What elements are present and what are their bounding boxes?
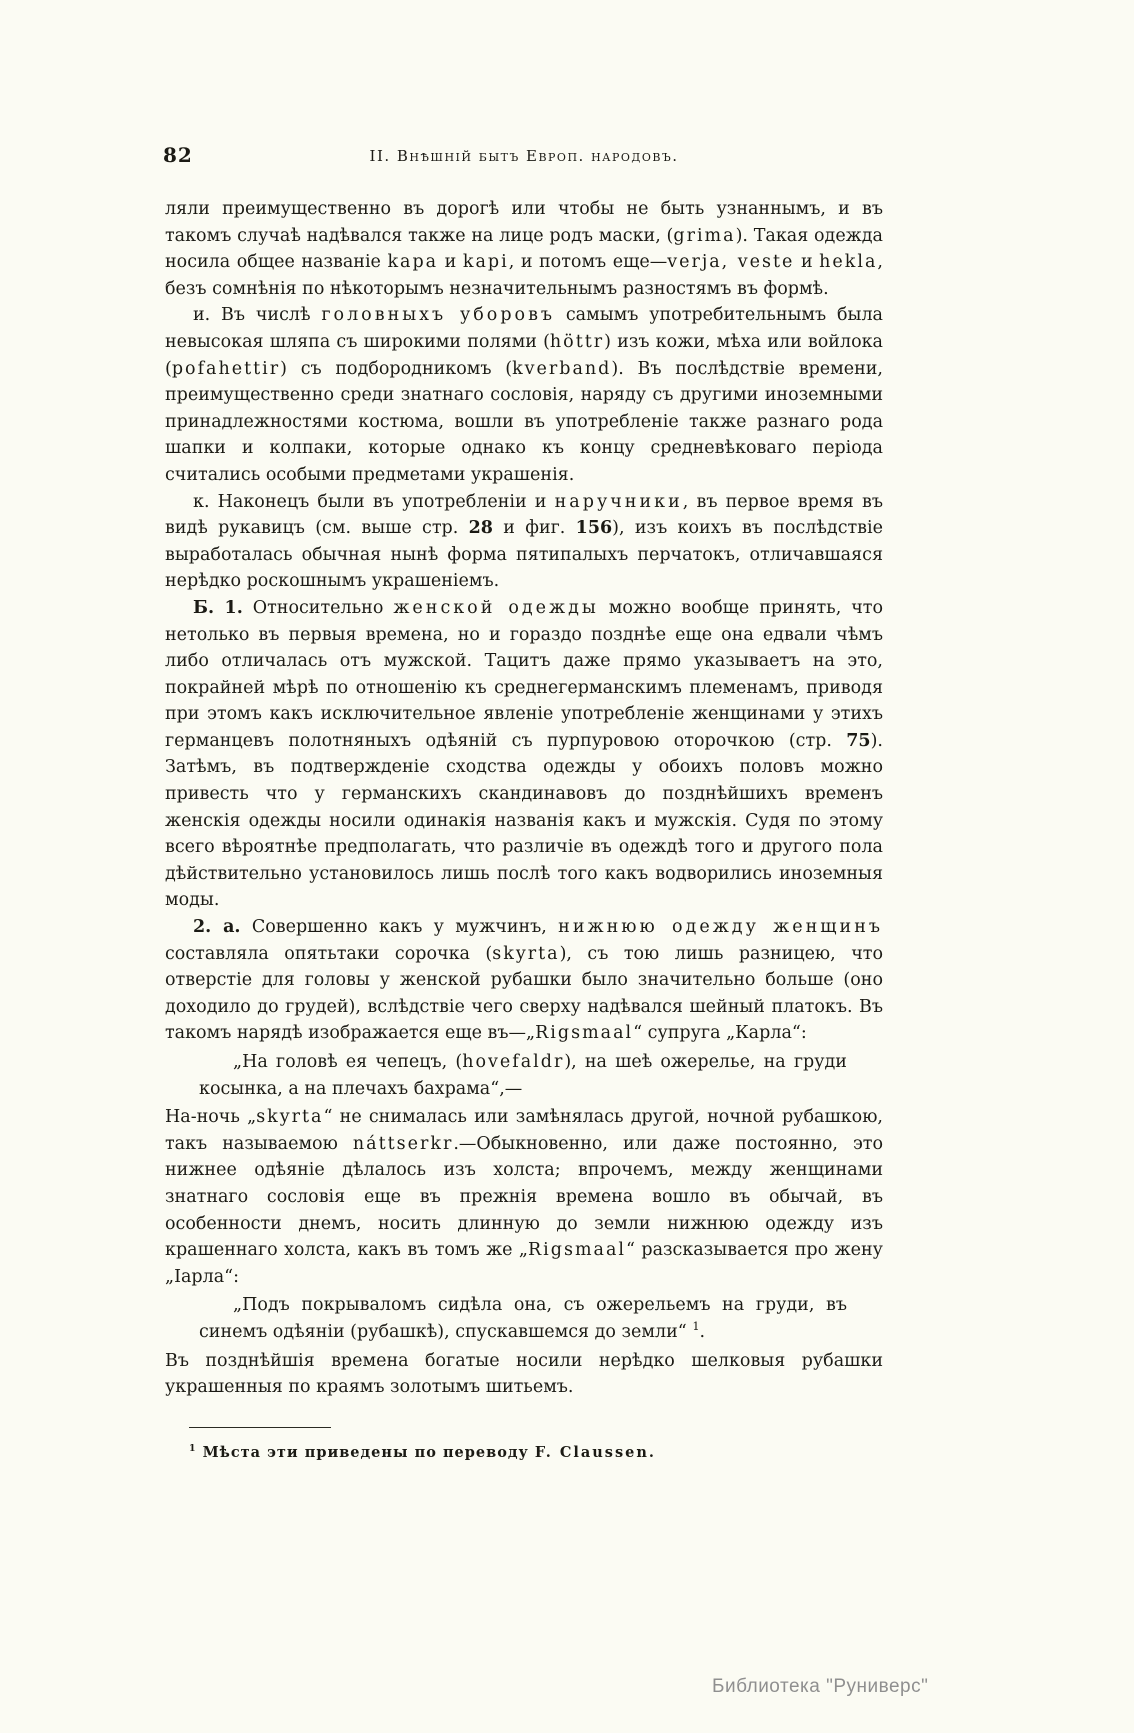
text-run: составляла опятьтаки сорочка ( (165, 943, 493, 964)
text-run: Rigsmaal (528, 1240, 627, 1261)
text-run: и (438, 252, 463, 273)
paragraph (165, 914, 883, 1047)
footnote (189, 1440, 883, 1467)
footnote-separator (189, 1427, 331, 1428)
paragraph (165, 595, 883, 914)
paragraph (165, 302, 883, 488)
text-run: ) изъ кожи, мѣха или войлока ( (165, 331, 883, 379)
text-run: к. Наконецъ были въ употребленіи и (193, 491, 555, 512)
text-run: можно вообще принять, что нетолько въ первыя времена, но и гораздо позднѣе еще она едвали чѣмъ либо отличалась отъ мужской. Тацитъ даже прямо указываетъ на это, покрайней мѣрѣ по отношенію къ среднегерманскимъ племенамъ, приводя при этомъ какъ исключительное явленіе употребленіе женщинами у этихъ германцевъ полотняныхъ одѣяній съ пурпуровою оторочкою (стр. (165, 597, 884, 751)
text-run: ляли преимущественно въ дорогѣ или чтобы не быть узнаннымъ, и въ такомъ случаѣ надѣвался также на лице родъ маски, ( (165, 199, 883, 246)
text-run: ), съ тою лишь разницею, что отверстіе для головы у женской рубашки было значительно больше (оно доходило до грудей), вслѣдствіе чего сверху надѣвался шейный платокъ. Въ такомъ нарядѣ изображается еще въ—„ (165, 943, 883, 1044)
text-run: Б. 1. (193, 597, 243, 618)
text-run: 28 (468, 518, 493, 539)
library-watermark: Библиотека "Руниверс" (712, 1676, 929, 1697)
text-run: ) съ подбородникомъ ( (280, 358, 513, 379)
text-run: Мѣста эти приведены по переводу (196, 1443, 535, 1461)
text-run: kverband (512, 358, 612, 379)
footnote-ref: 1 (692, 1319, 700, 1334)
text-run: ). Такая одежда носила общее названіе (165, 225, 883, 273)
text-run: 75 (846, 730, 871, 751)
paragraph (165, 196, 883, 302)
text-run: verja, veste (667, 252, 795, 273)
text-run: На-ночь „ (165, 1107, 257, 1128)
text-run: . (648, 1443, 655, 1461)
text-run: náttserkr (352, 1133, 454, 1154)
text-run: .—Обыкновенно, или даже постоянно, это нижнее одѣяніе дѣлалось изъ холста; впрочемъ, между женщинами знатнаго сословія еще въ прежнія времена вошло въ обычай, въ особенности днемъ, носить длинную до земли нижнюю одежду изъ крашеннаго холста, какъ въ томъ же „ (165, 1133, 883, 1261)
text-run: hekla (819, 252, 878, 273)
text-run: höttr (549, 331, 605, 352)
text-run: и фиг. (492, 518, 576, 539)
text-run: skyrta (492, 943, 560, 964)
text-run: нижнюю одежду женщинъ (558, 917, 884, 938)
text-run: ). Въ послѣдствіе времени, преимущественно среди знатнаго сословія, наряду съ другими иноземными принадлежностями костюма, вошли въ употребленіе также разнаго рода шапки и колпаки, которые однако къ концу средневѣковаго періода считались особыми предметами украшенія. (165, 358, 883, 485)
text-run: . (699, 1321, 706, 1342)
text-run: Относительно (242, 597, 394, 618)
text-run: 2. а. (193, 917, 241, 938)
text-run: головныхъ уборовъ (321, 305, 556, 326)
page-number: 82 (163, 143, 193, 167)
block-quote (199, 1049, 847, 1102)
text-run: kapi (462, 252, 509, 273)
text-run: и. Въ числѣ (193, 305, 322, 326)
text-run: Совершенно какъ у мужчинъ, (240, 917, 559, 938)
text-run: hovefaldr (462, 1052, 565, 1072)
text-run: , и потомъ еще— (508, 252, 668, 273)
text-run: “ супруга „Карла“: (633, 1023, 807, 1044)
text-run: grima (673, 225, 736, 246)
paragraph (165, 1348, 883, 1401)
text-run: Rigsmaal (535, 1023, 634, 1044)
block-quote (199, 1292, 847, 1345)
text-run: ). Затѣмъ, въ подтвержденіе сходства одежды у обоихъ половъ можно привесть что у германскихъ скандинавовъ до позднѣйшихъ временъ женскія одежды носили одинакія названія какъ и мужскія. Судя по этому всего вѣроятнѣе предполагать, что различіе въ одеждѣ того и другого пола дѣйствительно установилось лишь послѣ того какъ водворились иноземныя моды. (165, 730, 883, 911)
text-run: ), изъ коихъ въ послѣдствіе выработалась обычная нынѣ форма пятипалыхъ перчатокъ, отличавшаяся нерѣдко роскошнымъ украшеніемъ. (165, 518, 883, 592)
text-run: kapa (387, 252, 439, 273)
paragraph (165, 489, 883, 595)
text-run: самымъ употребительнымъ была невысокая шляпа съ широкими полями ( (165, 305, 883, 352)
footnote-ref: 1 (189, 1442, 197, 1454)
paragraph (165, 1104, 883, 1290)
body-text (165, 196, 883, 1466)
text-run: , въ первое время въ видѣ рукавицъ (см. выше стр. (165, 491, 883, 539)
text-run: ), на шеѣ ожерелье, на груди косынка, а на плечахъ бахрама“,— (199, 1052, 847, 1099)
text-run: skyrta (256, 1107, 324, 1128)
text-run: , безъ сомнѣнія по нѣкоторымъ незначительнымъ разностямъ въ формѣ. (165, 252, 883, 299)
text-run: наручники (554, 491, 683, 512)
text-run: „Подъ покрываломъ сидѣла она, съ ожерельемъ на груди, въ синемъ одѣяніи (рубашкѣ), спускавшемся до земли“ (199, 1295, 847, 1342)
text-run: “ разсказывается про жену „Іарла“: (165, 1240, 883, 1287)
text-run: и (794, 252, 820, 273)
text-run: „На головѣ ея чепецъ, ( (233, 1052, 463, 1072)
text-run: 156 (575, 518, 613, 539)
text-run: F. Claussen (534, 1443, 649, 1461)
text-run: “ не снималась или замѣнялась другой, ночной рубашкою, такъ называемою (165, 1107, 883, 1154)
text-run: женской одежды (393, 597, 599, 618)
text-run: pofahettir (171, 358, 281, 379)
text-run: Въ позднѣйшія времена богатые носили нерѣдко шелковыя рубашки украшенныя по краямъ золотымъ шитьемъ. (165, 1350, 883, 1398)
running-title: II. Внѣшній бытъ Европ. народовъ. (369, 147, 679, 165)
